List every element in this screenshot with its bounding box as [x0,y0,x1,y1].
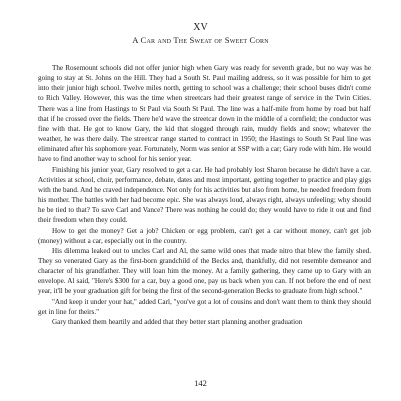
paragraph: Gary thanked them heartily and added that they better start planning another graduation [52,317,303,326]
chapter-title: A Car and The Sweat of Sweet Corn [132,35,269,45]
paragraph: His dilemma leaked out to uncles Carl and Al, the same wild ones that made nitro that blew the family shed. They so venerated Gary as the first-born grandchild of the Becks and, thankfully, did not resemble demeanor and character of his grandfather. They will loan him the money. At a family gathering, they came up to Gary with an envelope. Al said, "Here's $300 for a car, buy a good one, pay us back when you can. If not before the end of next year, it'll be your graduation gift for being the first of the second-generation Becks to graduate from high school." [38,246,371,296]
body-text [38,63,371,327]
chapter-number: XV [193,22,208,33]
paragraph: "And keep it under your hat," added Carl, "you've got a lot of cousins and don't want them to think they should get in line for theirs." [38,297,371,316]
paragraph: Finishing his junior year, Gary resolved to get a car. He had probably lost Sharon because he didn't have a car. Activities at school, choir, performance, debate, dates and most important, getting together to practice and play gigs with the band. And he craved independence. Not only for his activities but also from home, he needed freedom from his mother. The battles with her had become epic. She was always loud, always right, always unfeeling; why should he be tied to that? To save Carl and Vance? There was nothing he could do; they would have to ride it out and find their freedom when they could. [38,165,371,225]
paragraph: The Rosemount schools did not offer junior high when Gary was ready for seventh grade, but no way was he going to stay at St. Johns on the Hill. They had a South St. Paul mailing address, so it was possible for him to get into their junior high school. Twelve miles north, getting to school was a challenge; their school buses didn't come to Rich Valley. However, this was the time when streetcars had their greatest range of service in the Twin Cities. There was a line from Hastings to St Paul via South St Paul. The line was a half-mile from home by road but half that if he crossed over the fields. There he'd wave the streetcar down in the middle of a cornfield; the conductor was fine with that. He got to know Gary, the kid that slogged through rain, muddy fields and snow; whatever the weather, he was there daily. The streetcar range started to contract in 1950; the Hastings to South St Paul line was eliminated after his sophomore year. Fortunately, Norm was senior at SSP with a car; Gary rode with him. He would have to find another way to school for his senior year. [38,64,371,164]
paragraph: How to get the money? Get a job? Chicken or egg problem, can't get a car without money, can't get job (money) without a car, especially out in the country. [38,226,371,245]
page-number: 142 [194,378,207,388]
